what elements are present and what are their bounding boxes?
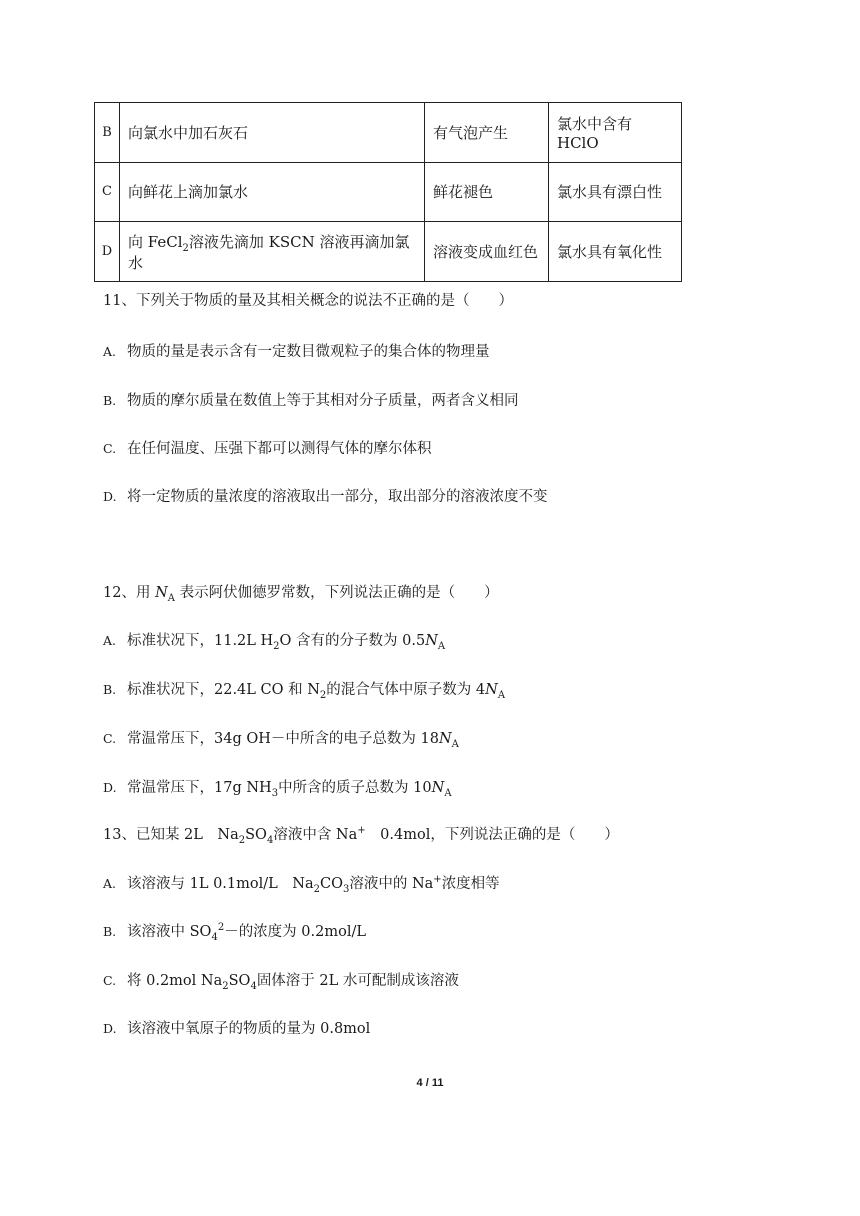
row-key: B (95, 103, 120, 163)
text: SO (228, 973, 251, 989)
option-text: 物质的量是表示含有一定数目微观粒子的集合体的物理量 (127, 344, 490, 360)
row-conclusion: 氯水中含有 HClO (549, 103, 682, 163)
page-number: 4 / 11 (416, 1077, 444, 1089)
text: 溶液中的 Na (349, 876, 434, 892)
row-key: D (95, 222, 120, 282)
subscript: 2 (222, 980, 229, 992)
text: － (270, 731, 286, 747)
q11-option-d (103, 485, 548, 506)
row-phenomenon: 鲜花褪色 (425, 162, 549, 222)
q13-option-d (103, 1017, 370, 1038)
q12-option-d (103, 776, 452, 797)
experiment-table (94, 102, 682, 282)
option-label: A. (103, 344, 117, 359)
q13-stem (103, 823, 619, 844)
row-key: C (95, 162, 120, 222)
symbol: N (438, 731, 452, 747)
text: 13、已知某 2L Na (103, 827, 239, 843)
q12-option-b (103, 678, 505, 699)
experiment-table-body (95, 103, 682, 282)
text: 标准状况下，11.2L H (127, 633, 274, 649)
text: O 含有的分子数为 0.5 (279, 633, 426, 649)
text: 向 FeCl (128, 232, 183, 251)
row-conclusion: 氯水具有漂白性 (549, 162, 682, 222)
text: 标准状况下，22.4L CO 和 N (127, 682, 320, 698)
option-label: B. (103, 393, 117, 408)
subscript: 2 (273, 640, 280, 652)
text: 常温常压下，34g OH (127, 731, 271, 747)
text: － (224, 924, 239, 940)
q12-option-a (103, 629, 445, 650)
option-label: D. (103, 780, 117, 795)
symbol: N (431, 780, 445, 796)
text: 该溶液与 1L 0.1mol/L Na (127, 876, 314, 892)
text: 表示阿伏伽德罗常数，下列说法正确的是（ ） (174, 585, 499, 601)
symbol: N (155, 585, 168, 601)
q13-option-c (103, 969, 459, 990)
option-label: A. (103, 633, 117, 648)
subscript: 2 (182, 242, 189, 254)
subscript: 2 (238, 834, 246, 846)
text: 溶液先滴加 KSCN 溶液再滴加氯水 (128, 232, 410, 272)
text: 中所含的质子总数为 10 (278, 780, 432, 796)
subscript: 3 (342, 883, 350, 895)
option-label: C. (103, 731, 117, 746)
text: CO (319, 876, 343, 892)
text: 向氯水中加石灰石 (128, 123, 249, 142)
subscript: 3 (271, 787, 279, 799)
text: 中所含的电子总数为 18 (285, 731, 439, 747)
option-label: C. (103, 973, 117, 988)
text: 0.4mol，下列说法正确的是（ ） (365, 827, 619, 843)
q11-stem: 11、下列关于物质的量及其相关概念的说法不正确的是（ ） (103, 293, 513, 309)
text: 浓度相等 (441, 876, 500, 892)
row-conclusion: 氯水具有氧化性 (549, 222, 682, 282)
subscript: 2 (313, 883, 320, 895)
row-phenomenon: 有气泡产生 (425, 103, 549, 163)
q11-option-b (103, 389, 519, 410)
q12-stem (103, 581, 499, 602)
subscript: A (437, 640, 446, 652)
row-operation (120, 103, 425, 163)
text: 的浓度为 0.2mol/L (238, 924, 366, 940)
text: 的混合气体中原子数为 4 (326, 682, 486, 698)
subscript: 4 (250, 980, 257, 992)
row-phenomenon: 溶液变成血红色 (425, 222, 549, 282)
superscript: + (433, 874, 442, 886)
text: 12、用 (103, 585, 156, 601)
text: 该溶液中 SO (127, 924, 212, 940)
symbol: N (485, 682, 498, 698)
option-label: C. (103, 441, 117, 456)
text: 溶液中含 Na (273, 827, 358, 843)
subscript: A (167, 592, 175, 604)
option-text: 将一定物质的量浓度的溶液取出一部分，取出部分的溶液浓度不变 (127, 489, 548, 505)
option-label: A. (103, 876, 117, 891)
subscript: 2 (319, 689, 327, 701)
text: 向鲜花上滴加氯水 (128, 183, 249, 202)
text: SO (245, 827, 267, 843)
option-text: 物质的摩尔质量在数值上等于其相对分子质量，两者含义相同 (127, 393, 519, 409)
q13-option-a (103, 872, 500, 893)
subscript: 4 (266, 834, 274, 846)
row-operation (120, 162, 425, 222)
q11-option-c (103, 437, 432, 458)
table-row (95, 222, 682, 282)
option-text: 该溶液中氧原子的物质的量为 0.8mol (127, 1021, 371, 1037)
text: 将 0.2mol Na (127, 973, 223, 989)
option-label: B. (103, 924, 117, 939)
subscript: A (451, 738, 459, 750)
superscript: + (357, 825, 366, 837)
row-operation (120, 222, 425, 282)
option-label: D. (103, 489, 117, 504)
text: 固体溶于 2L 水可配制成该溶液 (256, 973, 459, 989)
option-label: D. (103, 1021, 117, 1036)
subscript: 4 (211, 931, 218, 943)
text: 常温常压下，17g NH (127, 780, 272, 796)
table-row (95, 162, 682, 222)
q13-option-b (103, 920, 366, 941)
symbol: N (425, 633, 438, 649)
subscript: A (444, 787, 452, 799)
superscript: 2 (217, 922, 225, 934)
option-label: B. (103, 682, 117, 697)
table-row (95, 103, 682, 163)
subscript: A (497, 689, 506, 701)
q12-option-c (103, 727, 459, 748)
q11-option-a (103, 340, 490, 361)
option-text: 在任何温度、压强下都可以测得气体的摩尔体积 (127, 441, 432, 457)
